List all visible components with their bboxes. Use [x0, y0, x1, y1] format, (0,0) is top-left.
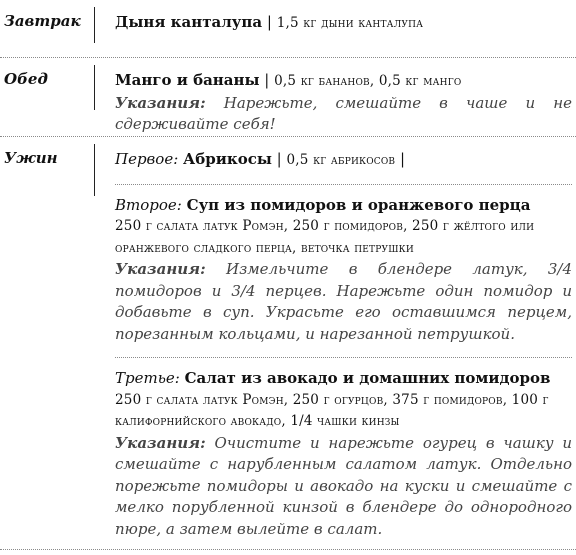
directions	[115, 433, 572, 541]
ingredients: 250 г салата латук Ромэн, 250 г помидоров, 250 г жёлтого или оранжевого сладкого перца, веточка петрушки	[115, 218, 535, 256]
course-label: Третье:	[115, 369, 180, 387]
dinner-content	[95, 137, 576, 549]
meal-label-breakfast: Завтрак	[4, 12, 81, 30]
course-label: Первое:	[115, 150, 179, 168]
course-label: Второе:	[115, 195, 182, 214]
directions-label: Указания:	[115, 93, 206, 112]
ingredients: 1,5 кг дыни канталупа	[276, 15, 424, 31]
directions-text: Нарежьте, смешайте в чаше и не сдерживайте себя!	[115, 93, 572, 133]
separator-pipe: |	[276, 150, 282, 168]
dish-name: Салат из авокадо и домашних помидоров	[184, 369, 551, 387]
meal-label-dinner: Ужин	[4, 149, 58, 167]
dish-name: Абрикосы	[183, 150, 272, 168]
dinner-row	[0, 137, 576, 550]
ingredients: 250 г салата латук Ромэн, 250 г огурцов, 375 г помидоров, 100 г калифорнийского авокадо, 1/4 чашки кинзы	[115, 391, 549, 429]
dish-name: Дыня канталупа	[115, 13, 263, 31]
breakfast-content	[95, 0, 576, 57]
course-divider	[115, 357, 572, 358]
separator-pipe: |	[400, 150, 406, 168]
ingredients: 0,5 кг абрикосов	[286, 152, 396, 168]
directions-label: Указания:	[115, 433, 206, 452]
directions	[115, 93, 572, 136]
meal-label-lunch: Обед	[4, 70, 48, 88]
dish-name: Суп из помидоров и оранжевого перца	[186, 195, 531, 214]
ingredients: 0,5 кг бананов, 0,5 кг манго	[274, 73, 462, 89]
course-divider	[115, 184, 572, 185]
course-first	[115, 149, 572, 172]
course-second	[115, 195, 572, 346]
directions	[115, 259, 572, 345]
directions-text: Очистите и нарежьте огурец в чашку и смешайте с нарубленным салатом латук. Отдельно порежьте помидоры и авокадо на куски и смешайте с мелко порубленной кинзой в блендере до однородного пюре, а затем вылейте в салат.	[115, 433, 572, 538]
lunch-row	[0, 58, 576, 137]
lunch-content	[95, 58, 576, 136]
directions-text: Измельчите в блендере латук, 3/4 помидоров и 3/4 перцев. Нарежьте один помидор и добавьте в суп. Украсьте его оставшимся перцем, порезанным кольцами, и нарезанной петрушкой.	[115, 260, 572, 343]
dish-name: Манго и бананы	[115, 71, 260, 89]
separator-pipe: |	[264, 71, 270, 89]
separator-pipe: |	[266, 13, 272, 31]
breakfast-row	[0, 0, 576, 58]
course-third	[115, 368, 572, 540]
directions-label: Указания:	[115, 260, 206, 278]
